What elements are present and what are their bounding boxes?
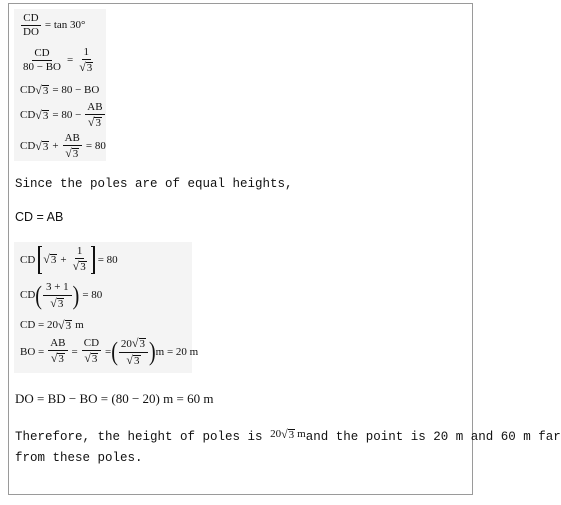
sqrt-icon: √ 3 — [57, 318, 72, 332]
numerator: AB — [87, 101, 103, 113]
sqrt-icon: √ 3 — [35, 139, 49, 153]
sqrt-icon: √ 3 — [79, 60, 93, 74]
equals-sign: = — [66, 54, 74, 67]
fraction — [63, 133, 82, 161]
fraction — [71, 246, 89, 274]
equation-row — [20, 47, 96, 75]
conclusion-part-1: Therefore, the height of poles is — [15, 430, 263, 444]
since-text: Since the poles are of equal heights, — [15, 177, 293, 191]
fraction — [119, 337, 148, 367]
fraction — [77, 47, 95, 75]
denominator — [82, 351, 100, 366]
denominator — [48, 296, 66, 311]
fraction — [48, 338, 67, 366]
equation-row — [20, 281, 102, 310]
sqrt-icon: 3 + 1 — [45, 281, 69, 293]
sqrt-icon: √ 3 — [35, 83, 49, 97]
equation-block-2 — [14, 242, 199, 373]
numerator: AB — [64, 132, 80, 144]
sqrt-icon: √ 3 — [131, 336, 145, 350]
equals-sign: = — [71, 345, 78, 358]
sqrt-icon: √ 3 — [43, 252, 57, 267]
denominator — [49, 351, 67, 366]
fraction — [43, 281, 72, 310]
sqrt-icon: √ 3 — [35, 108, 49, 122]
equation-lhs: CD — [20, 84, 36, 97]
conclusion-line-2: from these poles. — [15, 451, 143, 465]
inline-math: 20 √ 3 m — [270, 427, 306, 441]
conclusion-part-2: and the point is 20 m and 60 m far — [305, 430, 561, 444]
numerator: CD — [23, 12, 39, 24]
conclusion-line-1 — [15, 428, 561, 444]
sqrt-icon: √ 3 — [50, 351, 64, 366]
numerator: 20 √ 3 — [119, 337, 148, 353]
equation-rhs: = 80 — [82, 289, 103, 302]
numerator: CD — [34, 47, 50, 60]
fraction — [21, 48, 63, 73]
equation-row — [20, 13, 85, 38]
left-paren: ( — [111, 337, 118, 367]
unit: m — [75, 319, 84, 332]
left-paren: ( — [35, 281, 42, 310]
numerator: 1 — [76, 245, 83, 258]
fraction — [21, 13, 41, 38]
denominator — [124, 353, 142, 368]
numerator: CD — [83, 337, 100, 350]
equation-lhs: CD — [20, 289, 36, 302]
equation-lhs: CD — [20, 109, 36, 122]
equation-row — [20, 133, 106, 161]
equation-rhs: m = 20 m — [155, 345, 199, 358]
denominator: 80 − BO — [23, 61, 61, 74]
denominator — [86, 115, 104, 130]
equation-rhs: = 80 − BO — [52, 84, 100, 97]
left-bracket — [38, 246, 40, 274]
fraction — [82, 338, 101, 366]
right-bracket — [93, 246, 95, 274]
sqrt-icon: √ 3 — [84, 351, 98, 366]
denominator: DO — [23, 26, 39, 38]
denominator — [71, 259, 89, 274]
cd-equals-ab: CD = AB — [15, 210, 64, 224]
equation-rhs: = tan 30° — [44, 19, 86, 31]
right-paren: ) — [149, 337, 156, 367]
equation-row — [20, 337, 198, 367]
equation-rhs: = 80 — [97, 253, 118, 266]
plus-sign: + — [60, 253, 67, 266]
fraction — [85, 102, 104, 130]
equation-mid: = 80 − — [52, 109, 82, 122]
equation-lhs: CD — [20, 140, 36, 153]
right-paren: ) — [72, 281, 80, 310]
sqrt-icon: √ 3 — [281, 427, 295, 441]
plus-sign: + — [52, 140, 59, 153]
sqrt-icon: √ 3 — [126, 352, 140, 367]
equation-row — [20, 246, 118, 274]
numerator — [43, 281, 72, 296]
sqrt-icon: √ 3 — [65, 146, 79, 160]
numerator: 1 — [83, 46, 89, 58]
denominator — [77, 60, 95, 75]
equation-lhs: CD — [20, 253, 36, 266]
denominator — [63, 146, 81, 161]
equation-lhs: BO = — [20, 345, 45, 358]
sqrt-icon: √ 3 — [72, 259, 86, 274]
equation-row — [20, 102, 106, 130]
do-equation-text: DO = BD − BO = (80 − 20) m = 60 m — [15, 391, 214, 406]
equals-sign: = — [105, 345, 112, 358]
equation-row — [20, 319, 84, 333]
sqrt-icon: √ 3 — [87, 115, 101, 129]
equation-rhs: = 80 — [85, 140, 106, 153]
equation-row — [20, 84, 99, 98]
equation-lhs: CD = 20 — [20, 319, 58, 332]
numerator: AB — [50, 337, 66, 350]
equation-block-1 — [14, 9, 106, 161]
sqrt-icon: √ 3 — [50, 295, 64, 310]
